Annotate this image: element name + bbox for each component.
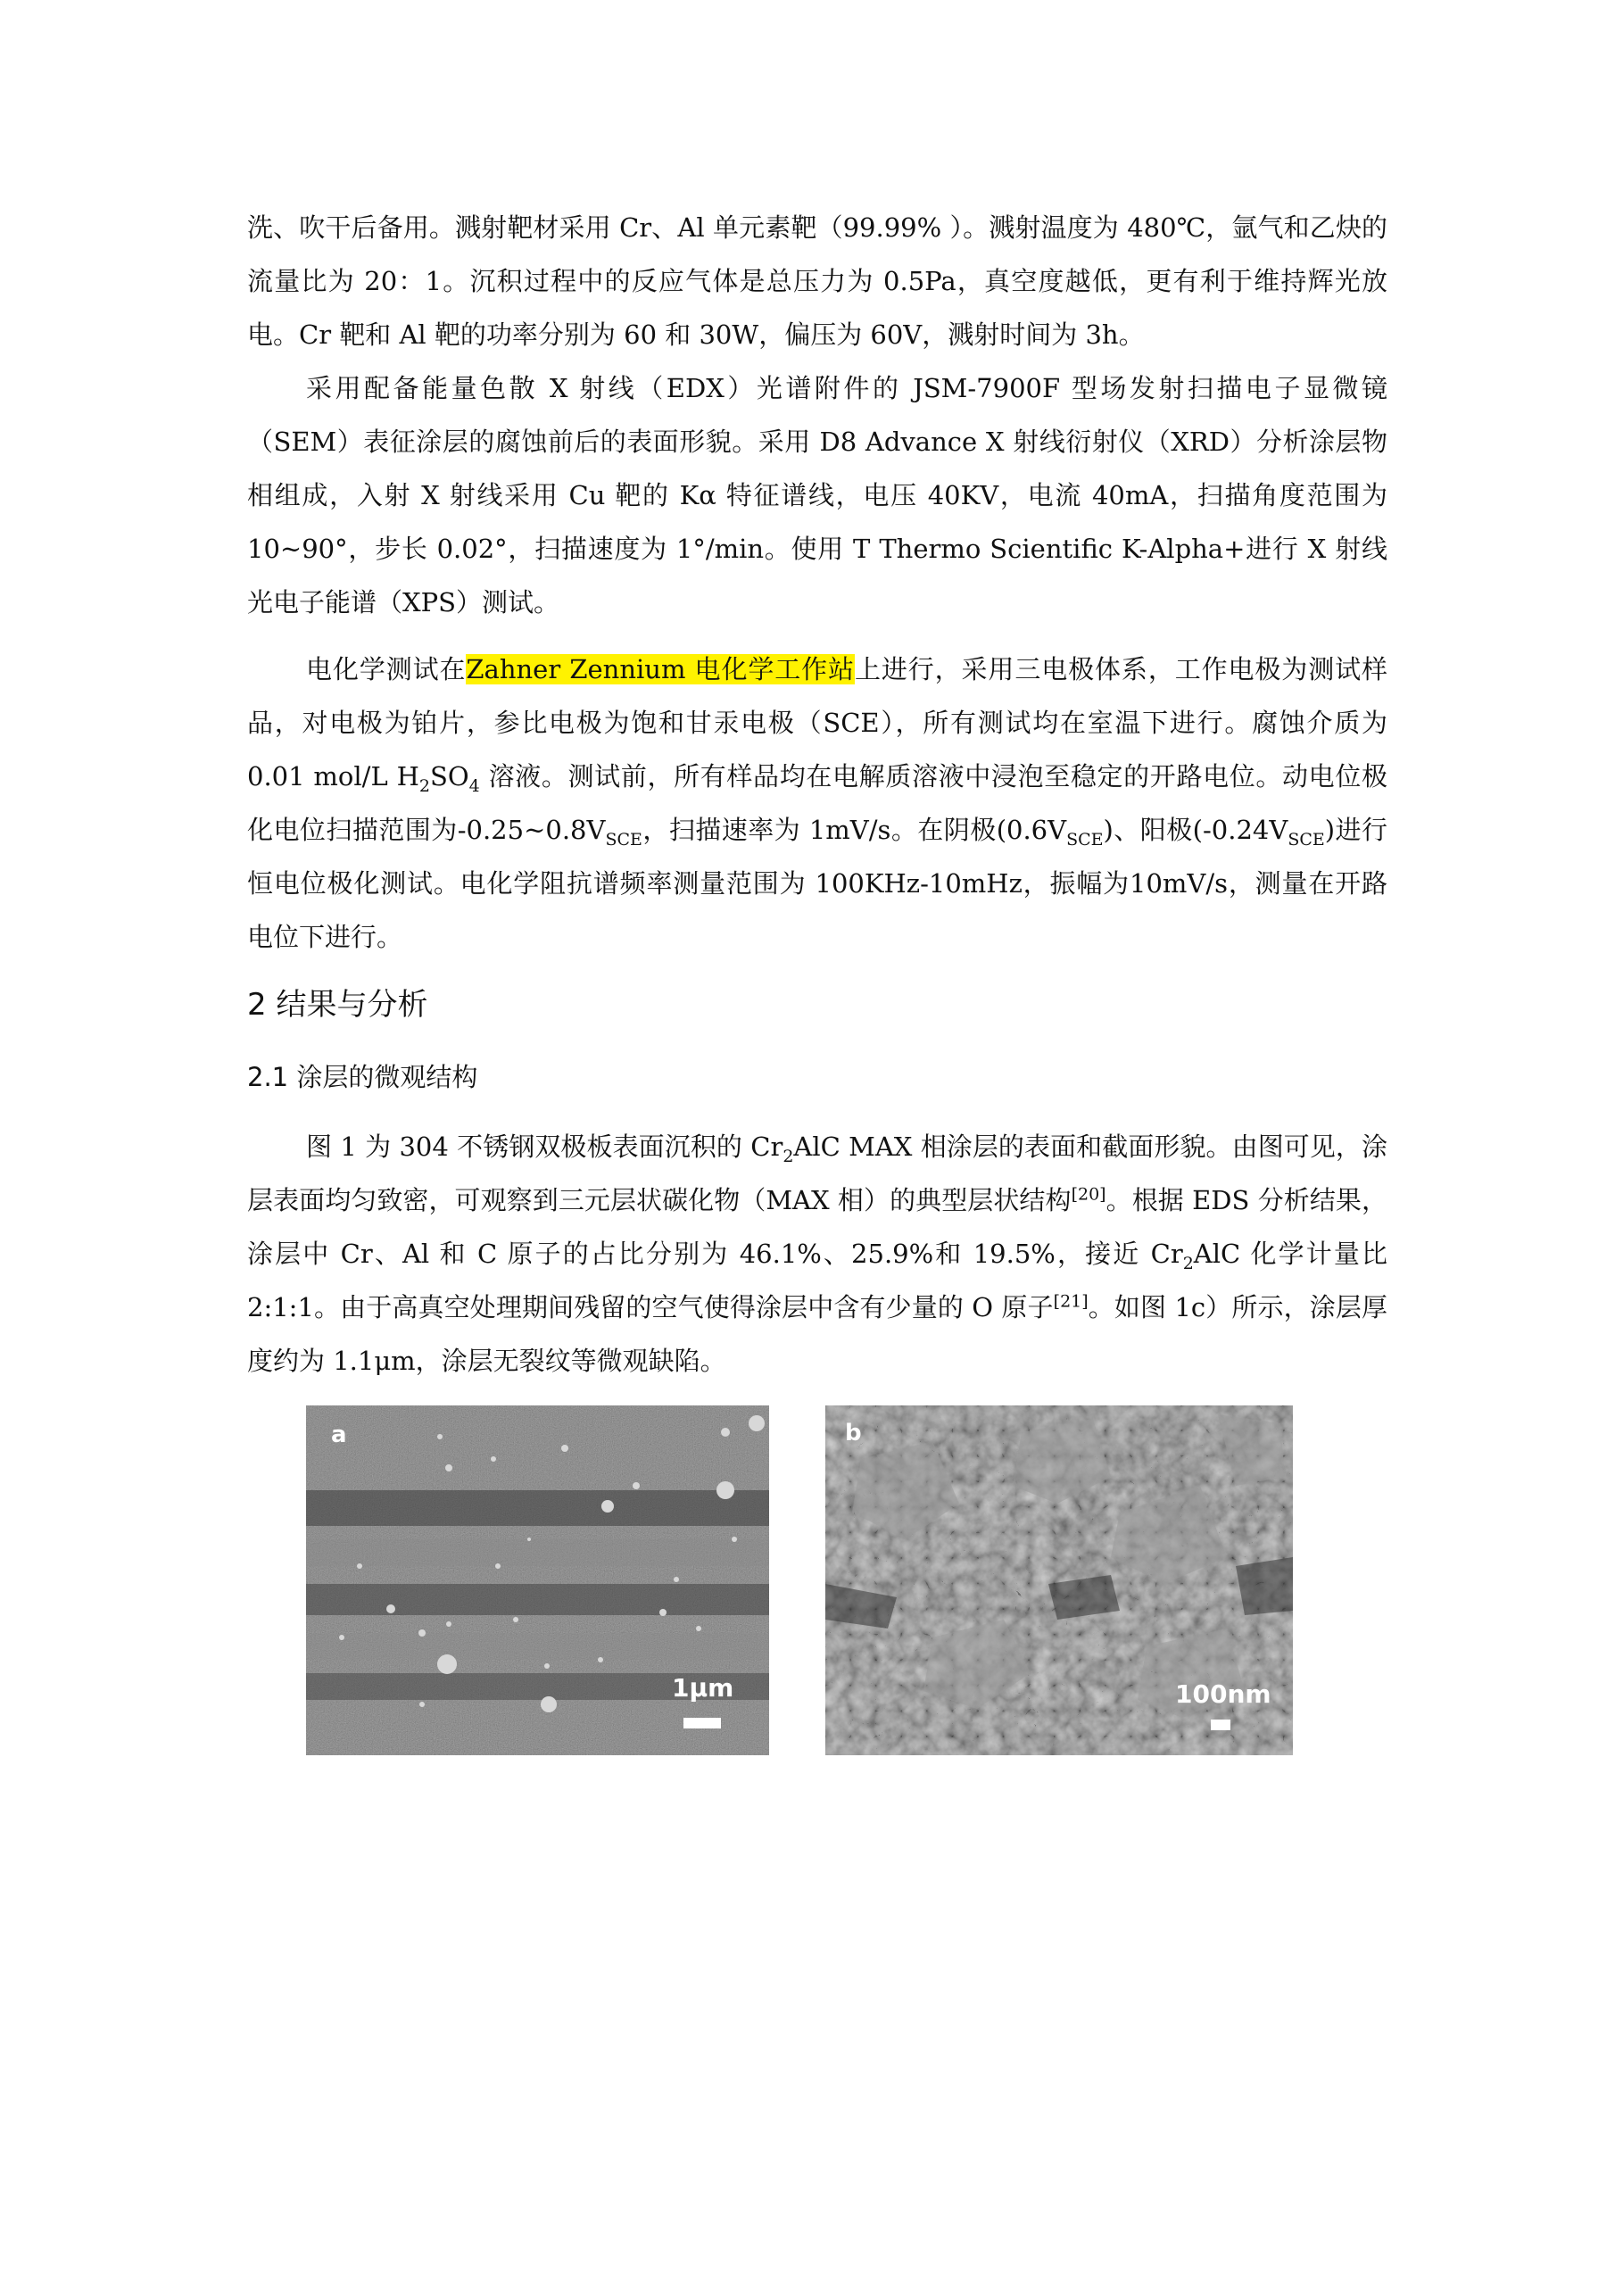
text-run: )进行恒电位极化测试。电化学阻抗谱频率测量范围为 100KHz-10mHz，振幅为10mV/s，测量在开路电位下进行。 <box>247 815 1387 952</box>
paragraph-text: 洗、吹干后备用。溅射靶材采用 Cr、Al 单元素靶（99.99% ）。溅射温度为 480℃，氩气和乙炔的流量比为 20：1。沉积过程中的反应气体是总压力为 0.5Pa，真空度越低，更有利于维持辉光放电。Cr 靶和 Al 靶的功率分别为 60 和 30W，偏压为 60V，溅射时间为 3h。 <box>247 212 1387 350</box>
paragraph-characterization <box>247 361 1387 629</box>
subscript: SCE <box>1288 829 1325 850</box>
sem-micrograph-a <box>306 1405 769 1755</box>
text-run: AlC MAX 相涂层的表面和截面形貌。由图可见，涂层表面均匀致密，可观察到三元层状碳化物（MAX 相）的典型层状结构 <box>247 1131 1387 1215</box>
scale-bar-b <box>1211 1720 1230 1730</box>
scale-label-b: 100nm <box>1175 1679 1271 1709</box>
citation: [21] <box>1053 1291 1089 1312</box>
text-run: 上进行，采用三电极体系，工作电极为测试样品，对电极为铂片，参比电极为饱和甘汞电极（SCE），所有测试均在室温下进行。腐蚀介质为 0.01 mol/L H <box>247 654 1387 792</box>
text-run: SO <box>429 761 469 792</box>
sem-image-panel-b <box>825 1405 1293 1755</box>
text-run: 溶液。测试前，所有样品均在电解质溶液中浸泡至稳定的开路电位。动电位极化电位扫描范围为-0.25~0.8V <box>247 761 1387 845</box>
paragraph-text: 采用配备能量色散 X 射线（EDX）光谱附件的 JSM-7900F 型场发射扫描电子显微镜（SEM）表征涂层的腐蚀前后的表面形貌。采用 D8 Advance X 射线衍射仪（XRD）分析涂层物相组成，入射 X 射线采用 Cu 靶的 Kα 特征谱线，电压 40KV，电流 40mA，扫描角度范围为 10~90°，步长 0.02°，扫描速度为 1°/min。使用 T Thermo Scientific K-Alpha+进行 X 射线光电子能谱（XPS）测试。 <box>247 373 1387 618</box>
panel-label-a: a <box>331 1422 347 1448</box>
subscript: 2 <box>418 775 430 796</box>
subsection-heading: 2.1 涂层的微观结构 <box>247 1062 478 1092</box>
section-heading: 2 结果与分析 <box>247 987 428 1023</box>
sem-image-panel-a <box>306 1405 769 1755</box>
highlighted-text: Zahner Zennium 电化学工作站 <box>466 654 855 684</box>
text-run: ，扫描速率为 1mV/s。在阴极(0.6V <box>642 815 1067 845</box>
scale-label-a: 1μm <box>672 1673 734 1703</box>
panel-label-b: b <box>845 1420 862 1446</box>
text-run: AlC 化学计量比 2:1:1。由于高真空处理期间残留的空气使得涂层中含有少量的 O 原子 <box>247 1239 1387 1322</box>
paragraph-electrochemistry <box>247 642 1387 964</box>
text-run: 电化学测试在 <box>306 654 467 684</box>
subscript: SCE <box>605 829 642 850</box>
scale-bar-a <box>683 1718 721 1728</box>
text-run: 图 1 为 304 不锈钢双极板表面沉积的 Cr <box>306 1131 783 1162</box>
subscript: 2 <box>1182 1253 1194 1273</box>
citation: [20] <box>1071 1184 1106 1205</box>
text-run: 。根据 EDS 分析结果，涂层中 Cr、Al 和 C 原子的占比分别为 46.1%、25.9%和 19.5%，接近 Cr <box>247 1185 1387 1269</box>
subscript: 2 <box>783 1146 794 1166</box>
paragraph-sputtering <box>247 201 1387 361</box>
text-run: )、阳极(-0.24V <box>1103 815 1288 845</box>
subscript: 4 <box>468 775 480 796</box>
text-run: 。如图 1c）所示，涂层厚度约为 1.1μm，涂层无裂纹等微观缺陷。 <box>247 1292 1387 1376</box>
subscript: SCE <box>1066 829 1104 850</box>
paragraph-microstructure <box>247 1120 1387 1388</box>
